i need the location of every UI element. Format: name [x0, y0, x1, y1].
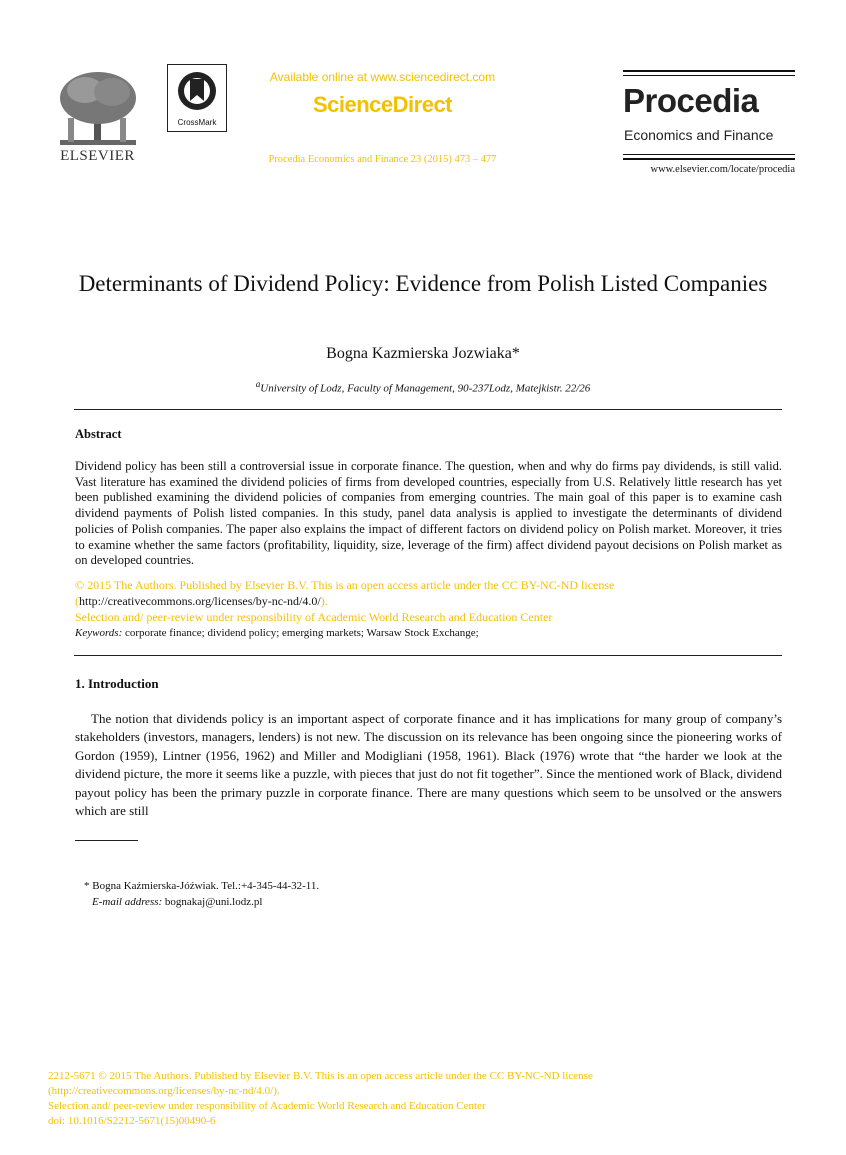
divider	[74, 655, 782, 656]
section-heading: 1. Introduction	[75, 676, 159, 691]
author-list: Bogna Kazmierska Jozwiaka*	[326, 345, 520, 362]
crossmark-icon	[168, 65, 226, 115]
abstract-heading: Abstract	[75, 427, 122, 441]
footnote-author: * Bogna Kaźmierska-Jóźwiak. Tel.:+4-345-44-32-11.	[84, 880, 320, 892]
keywords-list: corporate finance; dividend policy; emerging markets; Warsaw Stock Exchange;	[125, 627, 479, 639]
paren-open: (	[75, 594, 79, 608]
journal-reference: Procedia Economics and Finance 23 (2015) 473 – 477	[268, 154, 497, 165]
footnote-rule	[75, 840, 138, 841]
bottom-doi[interactable]: doi: 10.1016/S2212-5671(15)00490-6	[48, 1115, 216, 1127]
publisher-name: ELSEVIER	[60, 148, 135, 164]
abstract-body: Dividend policy has been still a controversial issue in corporate finance. The question, when and why do firms pay dividends, is still valid. Vast literature has examined the dividend policies of firms from developed countries, especially from U.S. Relatively little research has yet been published examining the dividend policies of companies from emerging countries. The main goal of this paper is to examine cash dividend payments of Polish listed companies. In this study, panel data analysis is applied to investigate the determinants of dividend policies of Polish companies. The paper also explains the impact of different factors on dividend policy on Polish market. Moreover, it tries to examine whether the same factors (profitability, liquidity, size, leverage of the firm) affect dividend payout decisions on Polish market as on developed countries.	[75, 459, 782, 568]
affiliation-marker: a	[255, 379, 261, 389]
affiliation	[60, 379, 786, 395]
procedia-title: Procedia	[623, 82, 759, 119]
license-link-line	[75, 594, 328, 609]
sciencedirect-logo: ScienceDirect	[312, 92, 453, 117]
keywords-label: Keywords:	[75, 627, 123, 639]
available-online-text[interactable]: Available online at www.sciencedirect.com	[269, 70, 496, 84]
email-address[interactable]: bognakaj@uni.lodz.pl	[164, 896, 263, 908]
paren-close: ).	[320, 594, 328, 608]
procedia-url[interactable]: www.elsevier.com/locate/procedia	[650, 164, 795, 175]
divider	[74, 409, 782, 410]
affiliation-text: University of Lodz, Faculty of Management, 90-237Lodz, Matejkistr. 22/26	[260, 382, 591, 395]
bottom-license-line: 2212-5671 © 2015 The Authors. Published by Elsevier B.V. This is an open access article under the CC BY-NC-ND license	[48, 1070, 593, 1082]
footnote-email	[92, 896, 262, 908]
bottom-license-link[interactable]: (http://creativecommons.org/licenses/by-nc-nd/4.0/).	[48, 1085, 280, 1097]
paper-title: Determinants of Dividend Policy: Evidence from Polish Listed Companies	[78, 271, 768, 296]
email-label: E-mail address:	[92, 896, 163, 908]
license-line: © 2015 The Authors. Published by Elsevier B.V. This is an open access article under the CC BY-NC-ND license	[75, 578, 615, 592]
license-link[interactable]: http://creativecommons.org/licenses/by-nc-nd/4.0/	[79, 594, 321, 608]
section-body: The notion that dividends policy is an important aspect of corporate finance and it has implications for many group of company’s stakeholders (investors, managers, lenders) is not new. The discussion on its relevance has been ongoing since the pioneering works of Gordon (1959), Lintner (1956, 1962) and Miller and Modigliani (1958, 1961). Black (1976) wrote that “the harder we look at the dividend picture, the more it seems like a puzzle, with pieces that just do not fit together”. Since the mentioned work of Black, dividend payout policy has been the primary puzzle in corporate finance. There are many questions which seem to be unsolved or the answers which are still	[75, 711, 782, 819]
crossmark-label: CrossMark	[177, 118, 217, 127]
procedia-subtitle: Economics and Finance	[624, 127, 774, 143]
keywords	[75, 627, 479, 639]
bottom-peer-review: Selection and/ peer-review under responsibility of Academic World Research and Education Center	[48, 1100, 486, 1112]
crossmark-badge[interactable]	[167, 64, 227, 132]
peer-review-line: Selection and/ peer-review under responsibility of Academic World Research and Education Center	[75, 610, 553, 624]
